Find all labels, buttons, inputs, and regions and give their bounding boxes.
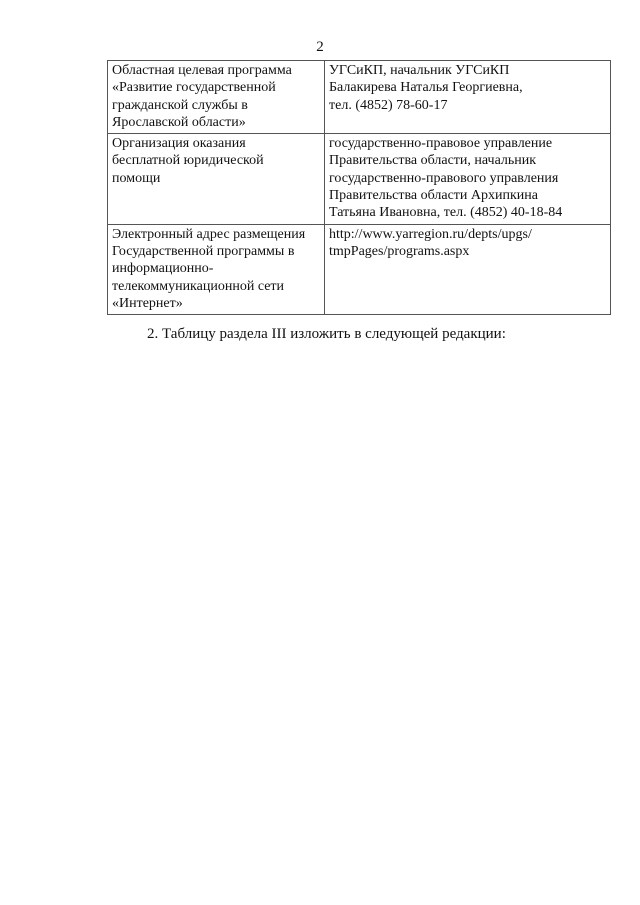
- cell-line: государственно-правовое управление: [329, 136, 553, 152]
- url-line[interactable]: http://www.yarregion.ru/depts/upgs/: [329, 226, 532, 242]
- program-info-table: [107, 60, 611, 315]
- table-cell-value: [325, 224, 611, 314]
- cell-line: Ярославской области»: [112, 114, 246, 130]
- cell-line: «Развитие государственной: [112, 80, 276, 96]
- table-row: [108, 134, 611, 224]
- cell-line: Электронный адрес размещения: [112, 226, 306, 242]
- cell-line: помощи: [112, 170, 161, 186]
- cell-line: Областная целевая программа: [112, 63, 292, 78]
- table-cell-value: [325, 61, 611, 134]
- table-cell-label: [108, 134, 325, 224]
- cell-line: УГСиКП, начальник УГСиКП: [329, 63, 510, 78]
- table-row: [108, 224, 611, 314]
- table-cell-value: [325, 134, 611, 224]
- cell-line: Государственной программы в: [112, 243, 295, 259]
- table-cell-label: [108, 61, 325, 134]
- url-line[interactable]: tmpPages/programs.aspx: [329, 243, 470, 259]
- cell-line: Татьяна Ивановна, тел. (4852) 40-18-84: [329, 205, 563, 221]
- cell-line: Правительства области Архипкина: [329, 188, 538, 204]
- table-row: [108, 61, 611, 134]
- cell-line: бесплатной юридической: [112, 153, 264, 169]
- cell-line: телекоммуникационной сети: [112, 278, 285, 294]
- cell-line: тел. (4852) 78-60-17: [329, 97, 448, 113]
- table-cell-label: [108, 224, 325, 314]
- body-paragraph: 2. Таблицу раздела III изложить в следующей редакции:: [147, 326, 506, 342]
- cell-line: «Интернет»: [112, 295, 183, 311]
- cell-line: государственно-правового управления: [329, 170, 559, 186]
- cell-line: Организация оказания: [112, 136, 246, 152]
- page-number: 2: [316, 39, 324, 55]
- cell-line: гражданской службы в: [112, 97, 248, 113]
- cell-line: Правительства области, начальник: [329, 153, 537, 169]
- cell-line: Балакирева Наталья Георгиевна,: [329, 80, 523, 96]
- cell-line: информационно-: [112, 261, 214, 277]
